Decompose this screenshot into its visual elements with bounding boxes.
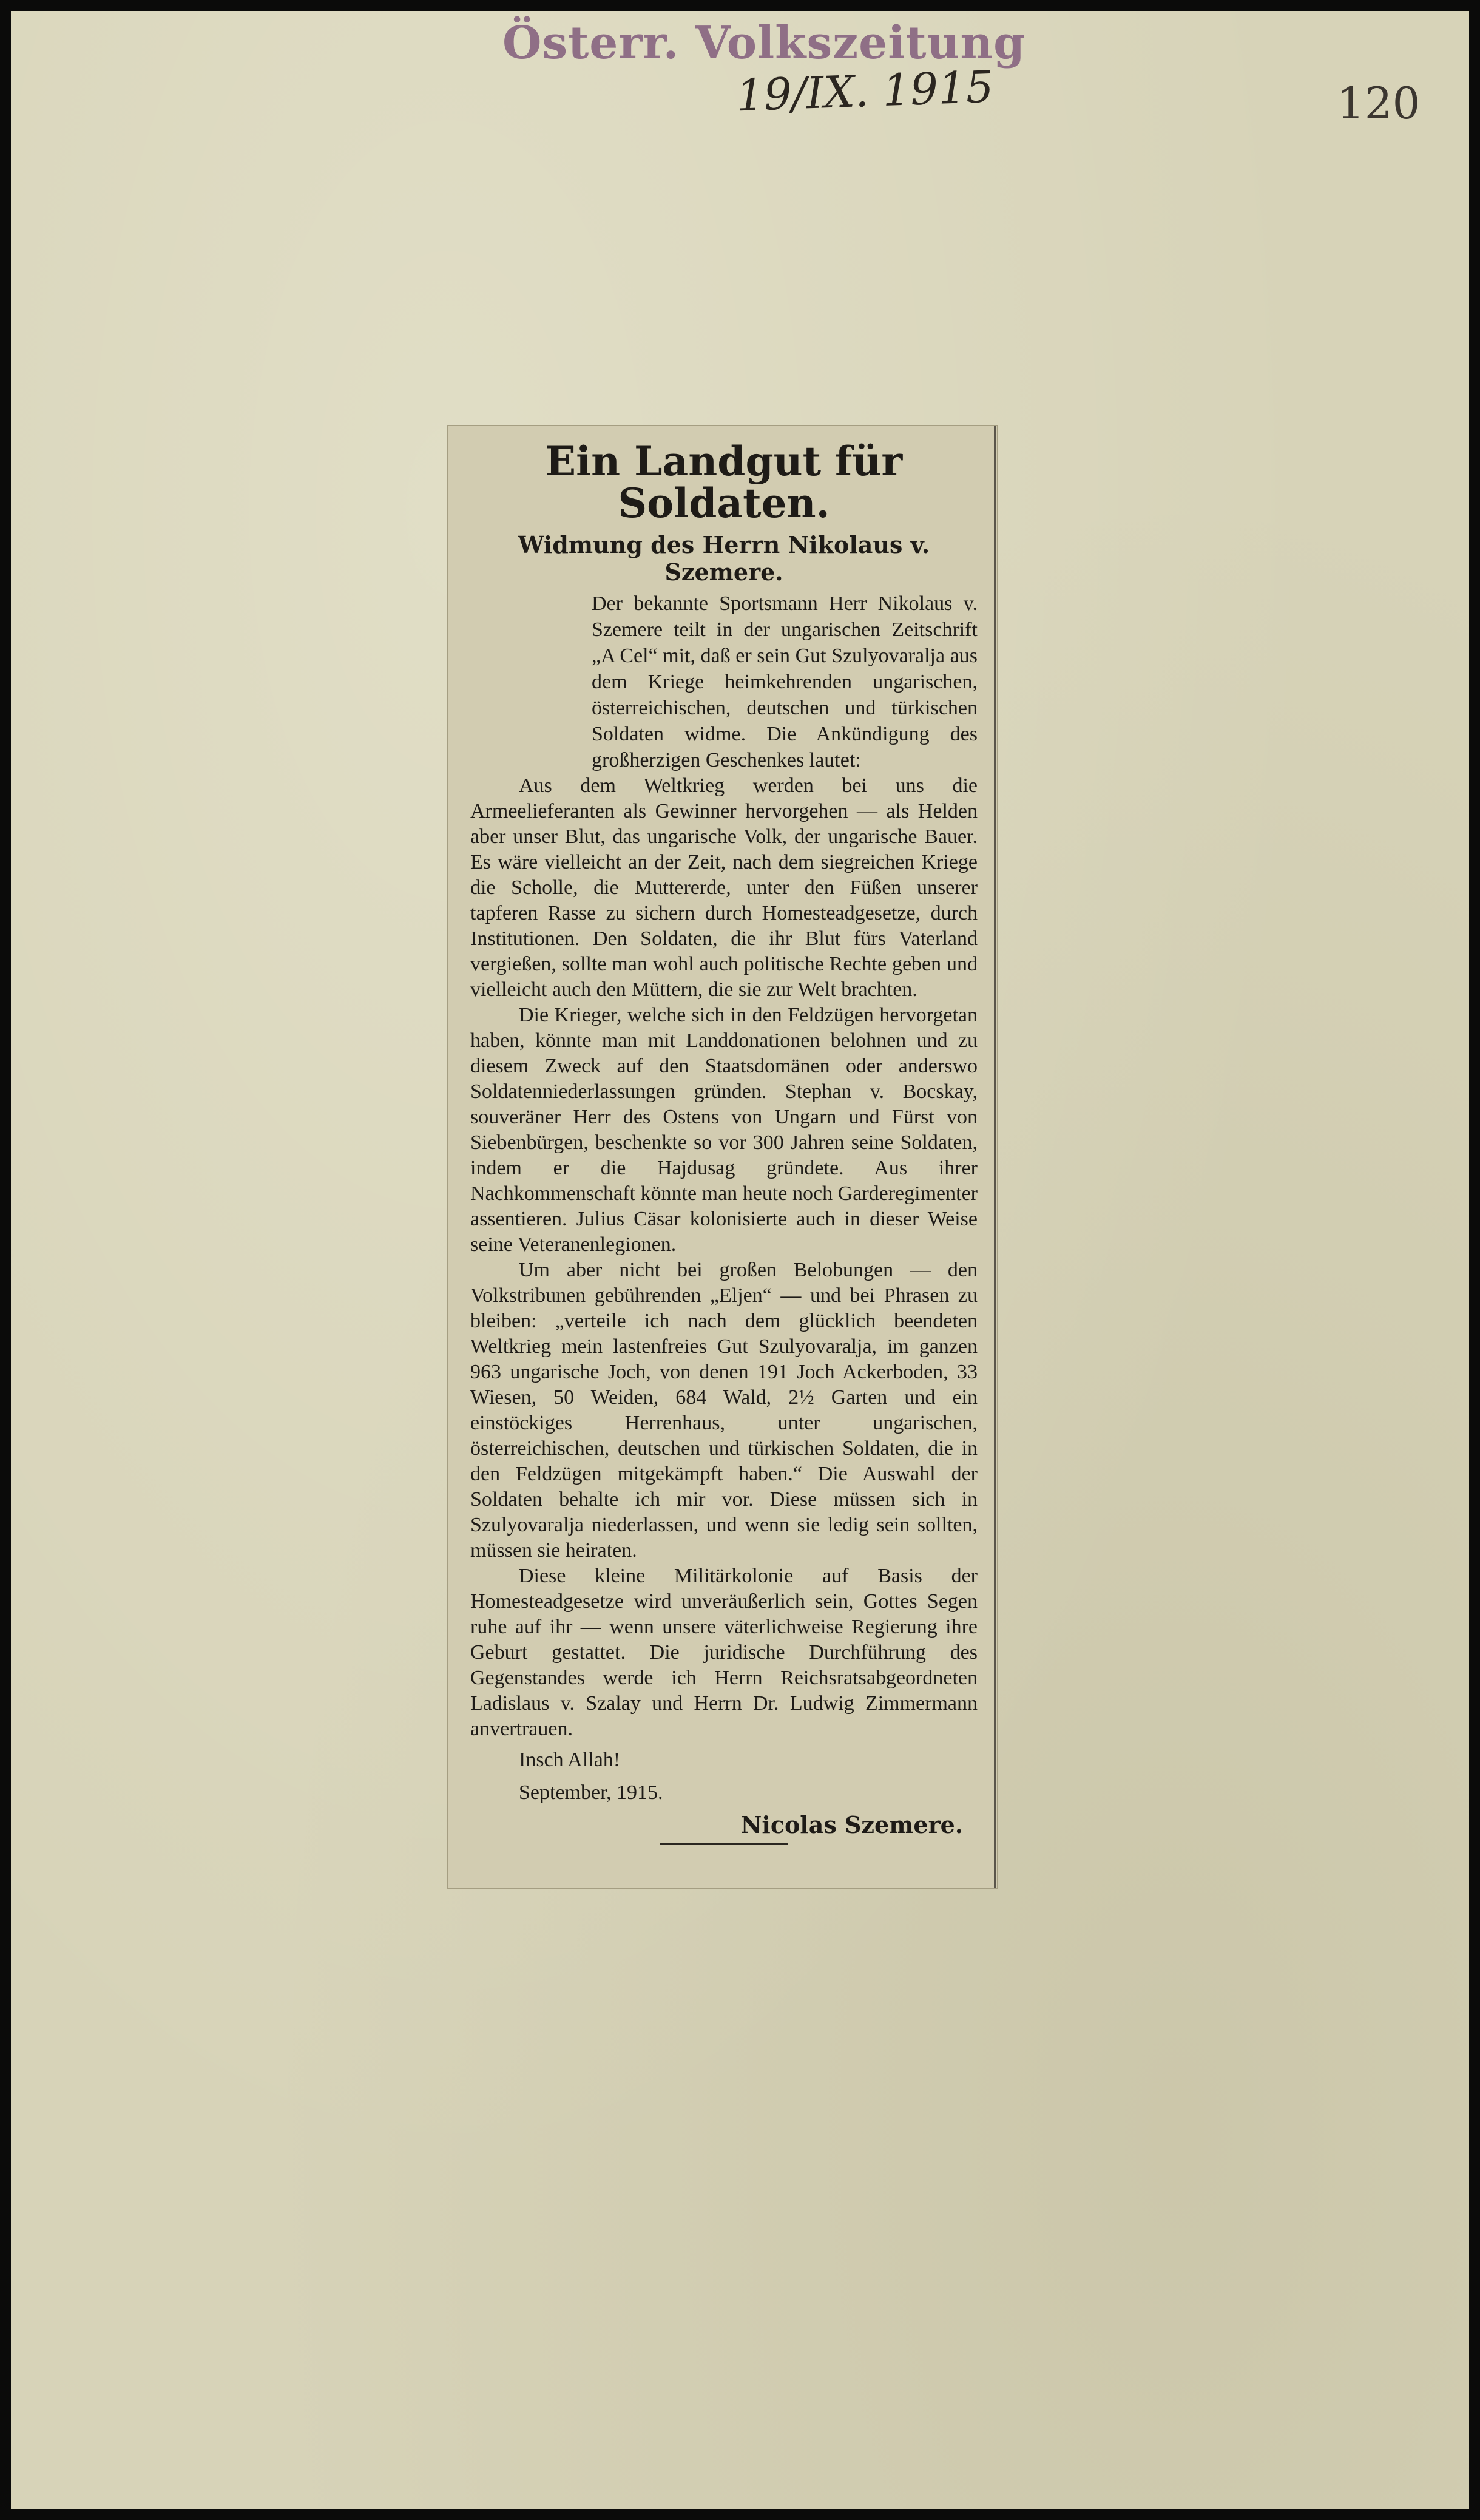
newspaper-stamp: Österr. Volkszeitung [502, 17, 1026, 69]
article-paragraph: Aus dem Weltkrieg werden bei uns die Armeelieferanten als Gewinner hervorgehen — als Helden aber unser Blut, das ungarische Volk, der ungarische Bauer. Es wäre vielleicht an der Zeit, nach dem siegreichen Kriege die Scholle, die Muttererde, unter den Füßen unserer tapferen Rasse zu sichern durch Homesteadgesetze, durch Institutionen. Den Soldaten, die ihr Blut fürs Vaterland vergießen, sollte man wohl auch politische Rechte geben und vielleicht auch den Müttern, die sie zur Welt brachten. [470, 774, 978, 1001]
article-intro: Der bekannte Sportsmann Herr Nikolaus v. Szemere teilt in der ungarischen Zeitschrift „A Cel“ mit, daß er sein Gut Szulyovaralja aus dem Kriege heimkehrenden ungarischen, österreichischen, deutschen und türkischen Soldaten widme. Die Ankündigung des großherzigen Geschenkes lautet: [592, 592, 978, 771]
article-headline: Ein Landgut für Soldaten. [545, 438, 903, 527]
handwritten-date: 19/IX. 1915 [735, 61, 995, 121]
column-rule [994, 426, 996, 1888]
end-rule [660, 1843, 788, 1845]
article-closing-greeting: Insch Allah! [519, 1748, 621, 1771]
article-paragraph: Die Krieger, welche sich in den Feldzügen hervorgetan haben, könnte man mit Landdonationen belohnen und zu diesem Zweck auf den Staatsdomänen oder anderswo Soldatenniederlassungen gründen. Stephan v. Bocskay, souveräner Herr des Ostens von Ungarn und Fürst von Siebenbürgen, beschenkte so vor 300 Jahren seine Soldaten, indem er die Hajdusag gründete. Aus ihrer Nachkommenschaft könnte man heute noch Garderegimenter assentieren. Julius Cäsar kolonisierte auch in dieser Weise seine Veteranenlegionen. [470, 1003, 978, 1256]
article-signature: Nicolas Szemere. [740, 1810, 963, 1838]
page-number: 120 [1337, 78, 1421, 129]
article-subheadline: Widmung des Herrn Nikolaus v. Szemere. [518, 530, 930, 586]
article-closing-date: September, 1915. [519, 1781, 663, 1804]
article-paragraph: Diese kleine Militärkolonie auf Basis der Homesteadgesetze wird unveräußerlich sein, Gottes Segen ruhe auf ihr — wenn unsere väterlichweise Regierung ihre Geburt gestattet. Die juridische Durchführung des Gegenstandes werde ich Herrn Reichsratsabgeordneten Ladislaus v. Szalay und Herrn Dr. Ludwig Zimmermann anvertrauen. [470, 1564, 978, 1740]
newspaper-clipping [447, 425, 998, 1889]
article-paragraph: Um aber nicht bei großen Belobungen — den Volkstribunen gebührenden „Eljen“ — und bei Phrasen zu bleiben: „verteile ich nach dem glücklich beendeten Weltkrieg mein lastenfreies Gut Szulyovaralja, im ganzen 963 ungarische Joch, von denen 191 Joch Ackerboden, 33 Wiesen, 50 Weiden, 684 Wald, 2½ Garten und ein einstöckiges Herrenhaus, unter ungarischen, österreichischen, deutschen und türkischen Soldaten, die in den Feldzügen mitgekämpft haben.“ Die Auswahl der Soldaten behalte ich mir vor. Diese müssen sich in Szulyovaralja niederlassen, und wenn sie ledig sein sollten, müssen sie heiraten. [470, 1258, 978, 1562]
